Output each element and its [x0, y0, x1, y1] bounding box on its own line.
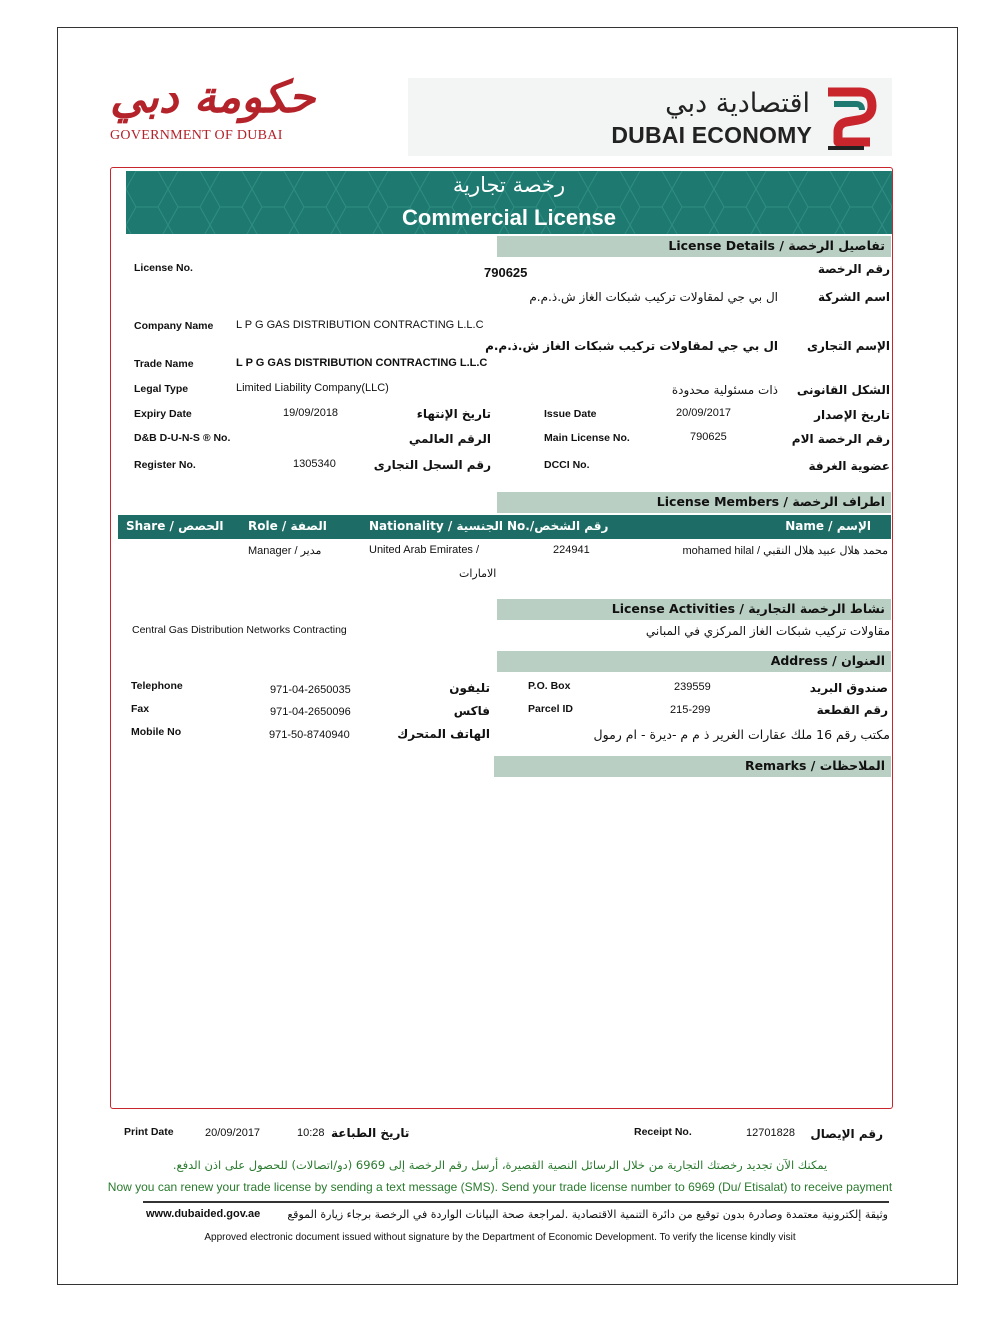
company-name-label: Company Name [134, 320, 214, 332]
expiry-date-arabic-label: تاريخ الإنتهاء [416, 407, 491, 421]
main-license-arabic-label: رقم الرخصة الام [791, 432, 890, 446]
dubai-economy-emblem-icon [820, 82, 880, 152]
mobile-label: Mobile No [131, 726, 182, 738]
gov-logo-arabic: حكومة دبي [110, 72, 316, 123]
pobox-label: P.O. Box [528, 680, 571, 692]
legal-type-label: Legal Type [134, 383, 189, 395]
legal-type-arabic-value: ذات مسئولية محدودة [671, 383, 778, 397]
members-table-header [118, 515, 891, 539]
trade-name-value: L P G GAS DISTRIBUTION CONTRACTING L.L.C [236, 357, 488, 369]
dcci-no-label: DCCI No. [544, 459, 590, 471]
parcel-id-label: Parcel ID [528, 703, 573, 715]
expiry-date-value: 19/09/2018 [283, 407, 339, 419]
telephone-arabic-label: تليفون [449, 681, 490, 695]
legal-type-value: Limited Liability Company(LLC) [236, 382, 389, 394]
license-no-label: License No. [134, 262, 193, 274]
receipt-no-arabic-label: رقم الإيصال [810, 1127, 883, 1141]
fax-value: 971-04-2650096 [270, 706, 351, 718]
duns-label: D&B D-U-N-S ® No. [134, 432, 231, 444]
company-name-arabic-value: ال بي جي لمقاولات تركيب شبكات الغاز ش.ذ.م.م [529, 290, 778, 304]
license-no-value: 790625 [484, 265, 528, 280]
title-english: Commercial License [402, 205, 616, 230]
legal-type-arabic-label: الشكل القانونى [796, 383, 890, 397]
dubai-economy-logo-english: DUBAI ECONOMY [611, 122, 812, 148]
renew-notice-english: Now you can renew your trade license by sending a text message (SMS). Send your trade license number to 6969 (Du/ Etisalat) to receive payment [107, 1180, 893, 1194]
parcel-id-arabic-label: رقم القطعة [816, 703, 888, 717]
parcel-id-value: 215-299 [670, 704, 711, 716]
member-role: Manager / مدير [248, 545, 322, 557]
main-license-label: Main License No. [544, 432, 630, 444]
print-time-value: 10:28 [297, 1127, 325, 1139]
issue-date-arabic-label: تاريخ الإصدار [814, 408, 890, 422]
pobox-value: 239559 [674, 681, 711, 693]
mobile-arabic-label: الهاتف المتحرك [397, 727, 490, 741]
website-link[interactable]: www.dubaided.gov.ae [146, 1208, 261, 1220]
col-person-no: No./رقم الشخص [507, 519, 609, 533]
telephone-label: Telephone [131, 680, 183, 692]
license-panel [110, 167, 893, 1109]
title-arabic: رخصة تجارية [452, 173, 566, 197]
col-share: Share / الحصص [126, 519, 224, 533]
fax-arabic-label: فاكس [453, 704, 490, 718]
gov-logo-english: GOVERNMENT OF DUBAI [110, 128, 283, 143]
col-nationality: Nationality / الجنسية [369, 519, 503, 533]
print-date-value: 20/09/2017 [205, 1127, 261, 1139]
disclaimer-english: Approved electronic document issued without signature by the Department of Economic Development. To verify the license kindly visit [204, 1232, 796, 1243]
col-name: Name / الإسم [785, 519, 871, 533]
receipt-no-label: Receipt No. [634, 1126, 692, 1138]
dubai-economy-logo-arabic: اقتصادية دبي [665, 88, 810, 119]
title-band [126, 171, 892, 234]
register-no-label: Register No. [134, 459, 196, 471]
remarks-header: Remarks / الملاحظات [494, 756, 891, 777]
issue-date-value: 20/09/2017 [676, 407, 732, 419]
duns-arabic-label: الرقم العالمي [408, 432, 491, 446]
receipt-no-value: 12701828 [746, 1127, 795, 1139]
fax-label: Fax [131, 703, 150, 715]
pobox-arabic-label: صندوق البريد [809, 681, 888, 695]
telephone-value: 971-04-2650035 [270, 684, 351, 696]
license-members-header: License Members / اطراف الرخصة [497, 492, 891, 513]
license-activities-header: License Activities / نشاط الرخصة التجارية [497, 599, 891, 620]
renew-notice-arabic: يمكنك الآن تجديد رخصتك التجارية من خلال الرسائل النصية القصيرة، أرسل رقم الرخصة إلى 6969 (دو/اتصالات) للحصول على اذن الدفع. [172, 1158, 828, 1172]
col-role: Role / الصفة [248, 519, 327, 533]
print-date-label: Print Date [124, 1126, 174, 1138]
activity-arabic: مقاولات تركيب شبكات الغاز المركزي في المباني [645, 624, 890, 638]
register-no-arabic-label: رقم السجل التجارى [373, 458, 491, 472]
address-header: Address / العنوان [497, 651, 891, 672]
company-name-arabic-label: اسم الشركة [817, 290, 890, 304]
trade-name-label: Trade Name [134, 358, 194, 370]
issue-date-label: Issue Date [544, 408, 597, 420]
member-nationality-arabic: الامارات [459, 567, 497, 580]
company-name-value: L P G GAS DISTRIBUTION CONTRACTING L.L.C [236, 319, 484, 331]
register-no-value: 1305340 [293, 458, 336, 470]
member-person-no: 224941 [553, 544, 590, 556]
print-date-arabic-label: تاريخ الطباعة [331, 1126, 410, 1140]
member-name: mohamed hilal / محمد هلال عبيد هلال النقبي [682, 545, 888, 557]
trade-name-arabic-label: الإسم التجارى [806, 339, 890, 353]
member-nationality: United Arab Emirates / [369, 544, 480, 556]
disclaimer-arabic: وثيقة إلكترونية معتمدة وصادرة بدون توقيع من دائرة التنمية الاقتصادية .لمراجعة صحة البيانات الواردة في الرخصة برجاء زيارة الموقع [287, 1208, 888, 1221]
license-no-arabic-label: رقم الرخصة [817, 262, 890, 276]
dcci-no-arabic-label: عضوية الغرفة [808, 459, 890, 473]
footer-divider [143, 1201, 889, 1203]
main-license-value: 790625 [690, 431, 727, 443]
expiry-date-label: Expiry Date [134, 408, 192, 420]
license-details-header: License Details / تفاصيل الرخصة [497, 236, 891, 257]
location-arabic: مكتب رقم 16 ملك عقارات الغرير ذ م م -ديرة - ام رمول [593, 727, 890, 742]
mobile-value: 971-50-8740940 [269, 729, 350, 741]
trade-name-arabic-value: ال بي جي لمقاولات تركيب شبكات الغاز ش.ذ.م.م [485, 339, 778, 353]
activity-english: Central Gas Distribution Networks Contracting [132, 624, 347, 636]
